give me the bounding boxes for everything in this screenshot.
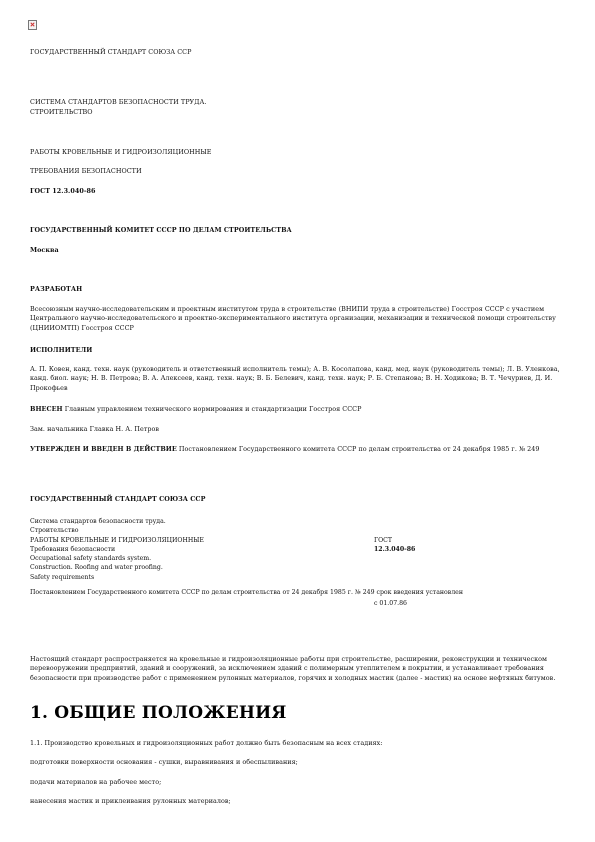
tbl-line-5: Occupational safety standards system. bbox=[30, 555, 152, 563]
developed-label: РАЗРАБОТАН bbox=[30, 285, 83, 293]
tbl-line-1: Система стандартов безопасности труда. bbox=[30, 518, 166, 525]
deputy-line: Зам. начальника Главка Н. А. Петров bbox=[30, 425, 160, 433]
intro-paragraph: Настоящий стандарт распространяется на кровельные и гидроизоляционные работы при строительстве, расширении, реконструкции и техническом перевооружении предприятий, зданий и сооружений, за исключением зданий с полимерным утеплителем в покрытии, и устанавливает требования безопасности при производстве работ с применением рулонных материалов, горячих и холодных мастик (далее - мастик) на основе нефтяных битумов. bbox=[30, 655, 556, 682]
gost-number: ГОСТ 12.3.040-86 bbox=[30, 187, 96, 195]
tbl-decree: Постановлением Государственного комитета СССР по делам строительства от 24 декабря 1985 г. № 249 срок введения установлен bbox=[30, 589, 463, 597]
safety-requirements: ТРЕБОВАНИЯ БЕЗОПАСНОСТИ bbox=[30, 167, 142, 175]
section-1-p3: подачи материалов на рабочее место; bbox=[30, 778, 162, 786]
tbl-date: с 01.07.86 bbox=[374, 600, 407, 608]
executors-names: А. П. Ковен, канд. техн. наук (руководитель и ответственный исполнитель темы); А. В. Косолапова, канд. мед. наук (руководитель темы); Л. В. Уленкова, канд. биол. наук; Н. В. Петрова; В. А. Алексеев, канд. техн. наук; В. Б. Белевич, канд. техн. наук; Р. Б. Степанова; В. Н. Ходикова; В. Т. Чечуриев, Д. И. Прокофьев bbox=[30, 365, 560, 392]
executors-label: ИСПОЛНИТЕЛИ bbox=[30, 346, 93, 354]
section-1-p4: нанесения мастик и приклеивания рулонных материалов; bbox=[30, 797, 231, 805]
section-1-p2: подготовки поверхности основания - сушки, выравнивания и обеспыливания; bbox=[30, 758, 298, 766]
committee-name: ГОСУДАРСТВЕННЫЙ КОМИТЕТ СССР ПО ДЕЛАМ СТРОИТЕЛЬСТВА bbox=[30, 226, 292, 234]
tbl-row-date bbox=[30, 599, 430, 609]
approved-text: Постановлением Государственного комитета СССР по делам строительства от 24 декабря 1985 г. № 249 bbox=[178, 445, 540, 453]
standard-table bbox=[30, 517, 463, 609]
tbl-line-7: Safety requirements bbox=[30, 573, 95, 581]
section-1-p1: 1.1. Производство кровельных и гидроизоляционных работ должно быть безопасным на всех стадиях: bbox=[30, 739, 383, 747]
developed-text: Всесоюзным научно-исследовательским и проектным институтом труда в строительстве (ВНИПИ труда в строительстве) Госстроя СССР с участием Центрального научно-исследовательского и проектно-экспериментального института организации, механизации и технической помощи строительству (ЦНИИОМТП) Госстроя СССР bbox=[30, 305, 556, 332]
state-standard-title: ГОСУДАРСТВЕННЫЙ СТАНДАРТ СОЮЗА ССР bbox=[30, 48, 192, 56]
introduced-line bbox=[30, 405, 567, 414]
section-1-title: 1. ОБЩИЕ ПОЛОЖЕНИЯ bbox=[30, 703, 287, 723]
system-line-2: СТРОИТЕЛЬСТВО bbox=[30, 108, 93, 116]
tbl-row-3 bbox=[30, 536, 430, 545]
tbl-gost-number: 12.3.040-86 bbox=[374, 545, 416, 553]
city: Москва bbox=[30, 246, 59, 254]
introduced-text: Главным управлением технического нормирования и стандартизации Госстроя СССР bbox=[64, 405, 362, 413]
introduced-label: ВНЕСЕН bbox=[30, 405, 63, 413]
section-1-body bbox=[30, 739, 567, 748]
tbl-gost-label: ГОСТ bbox=[374, 536, 393, 544]
works-title: РАБОТЫ КРОВЕЛЬНЫЕ И ГИДРОИЗОЛЯЦИОННЫЕ bbox=[30, 148, 212, 156]
system-line-1: СИСТЕМА СТАНДАРТОВ БЕЗОПАСНОСТИ ТРУДА. bbox=[30, 98, 207, 106]
standard-block-header: ГОСУДАРСТВЕННЫЙ СТАНДАРТ СОЮЗА ССР bbox=[30, 495, 206, 503]
executors-text bbox=[30, 365, 567, 393]
tbl-line-6: Construction. Roofing and water proofing. bbox=[30, 564, 163, 572]
tbl-line-2: Строительство bbox=[30, 527, 79, 535]
tbl-line-4: Требования безопасности bbox=[30, 545, 116, 553]
tbl-row-4 bbox=[30, 545, 430, 554]
tbl-line-3: РАБОТЫ КРОВЕЛЬНЫЕ И ГИДРОИЗОЛЯЦИОННЫЕ bbox=[30, 536, 204, 544]
broken-image-icon bbox=[28, 20, 37, 30]
approved-label: УТВЕРЖДЕН И ВВЕДЕН В ДЕЙСТВИЕ bbox=[30, 445, 177, 453]
approved-line bbox=[30, 445, 567, 454]
